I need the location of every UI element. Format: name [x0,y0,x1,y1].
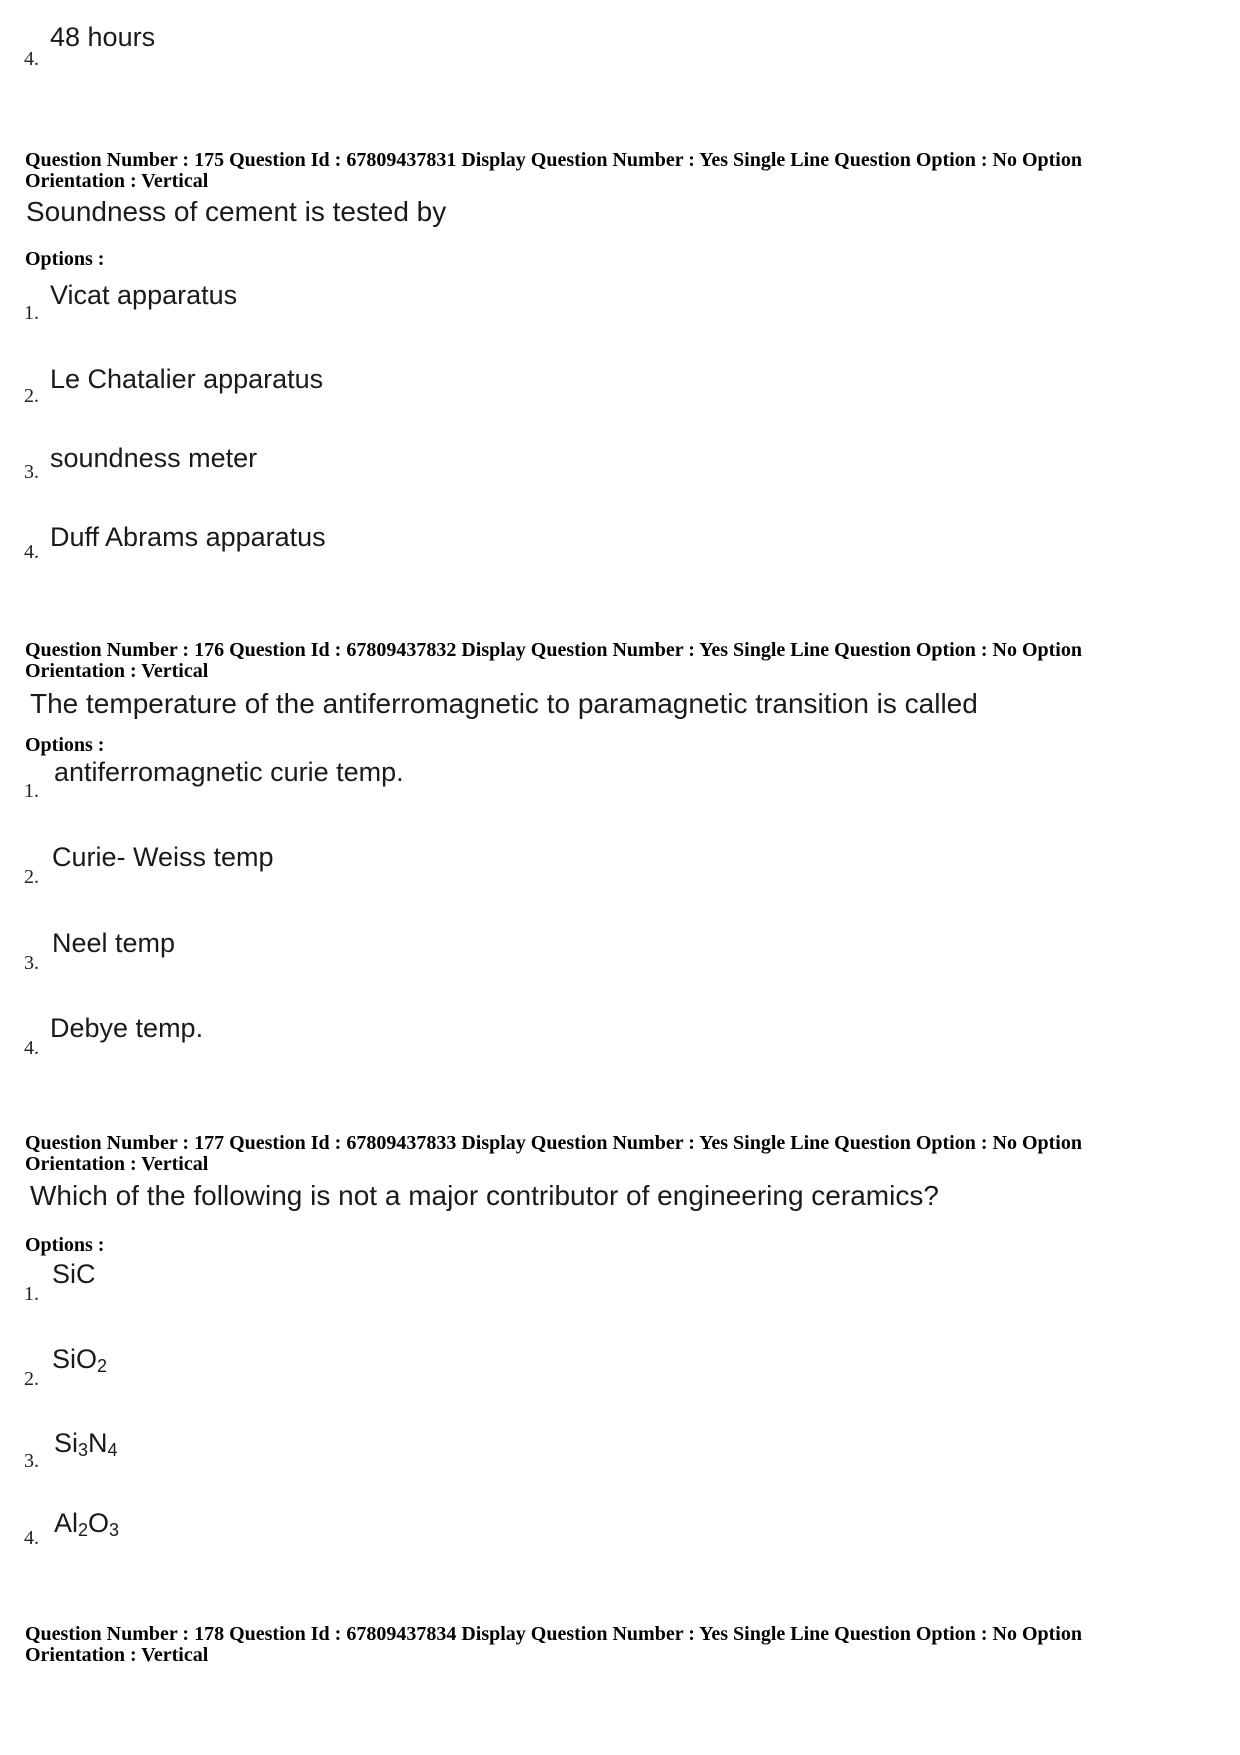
option-text: soundness meter [50,443,258,473]
option-number: 4. [24,541,39,563]
question-meta-line: Question Number : 178 Question Id : 67809437834 Display Question Number : Yes Single Line Question Option : No Option [25,1623,1082,1645]
question-meta-line: Question Number : 175 Question Id : 67809437831 Display Question Number : Yes Single Line Question Option : No Option [25,149,1082,171]
question-meta-line: Question Number : 177 Question Id : 67809437833 Display Question Number : Yes Single Line Question Option : No Option [25,1132,1082,1154]
question-text: Which of the following is not a major contributor of engineering ceramics? [30,1180,939,1211]
option-text: Neel temp [52,928,176,958]
question-meta-line: Question Number : 176 Question Id : 67809437832 Display Question Number : Yes Single Line Question Option : No Option [25,639,1082,661]
options-label: Options : [25,1234,105,1256]
option-text: SiC [52,1259,96,1289]
option-number: 2. [24,1368,39,1390]
options-label: Options : [25,248,105,270]
option-text: Curie- Weiss temp [52,842,274,872]
question-meta [25,150,1205,192]
option-number: 4. [24,1527,39,1549]
option-number: 3. [24,1450,39,1472]
option-text: Le Chatalier apparatus [50,364,324,394]
option-number: 4. [24,1037,39,1059]
question-text: Soundness of cement is tested by [26,196,447,227]
options-label: Options : [25,734,105,756]
option-text: SiO$_2$ [52,1344,108,1376]
option-number: 1. [24,1283,39,1305]
option-number: 1. [24,302,39,324]
question-meta [25,1133,1205,1175]
option-text: antiferromagnetic curie temp. [54,757,404,787]
question-meta-line: Orientation : Vertical [25,170,209,192]
question-text: The temperature of the antiferromagnetic to paramagnetic transition is called [30,688,978,719]
option-text: Vicat apparatus [50,280,238,310]
question-meta [25,1624,1205,1666]
option-text: $Al_2O_3$ [54,1508,120,1540]
option-number: 4. [24,48,39,70]
option-text: Debye temp. [50,1013,204,1043]
option-text: Duff Abrams apparatus [50,522,326,552]
option-text: $Si_3N_4$ [54,1428,118,1460]
option-number: 3. [24,461,39,483]
option-number: 1. [24,780,39,802]
question-meta [25,640,1205,682]
question-meta-line: Orientation : Vertical [25,1153,209,1175]
option-number: 2. [24,866,39,888]
question-meta-line: Orientation : Vertical [25,660,209,682]
option-number: 2. [24,385,39,407]
option-text: 48 hours [50,22,156,52]
option-number: 3. [24,952,39,974]
question-meta-line: Orientation : Vertical [25,1644,209,1666]
